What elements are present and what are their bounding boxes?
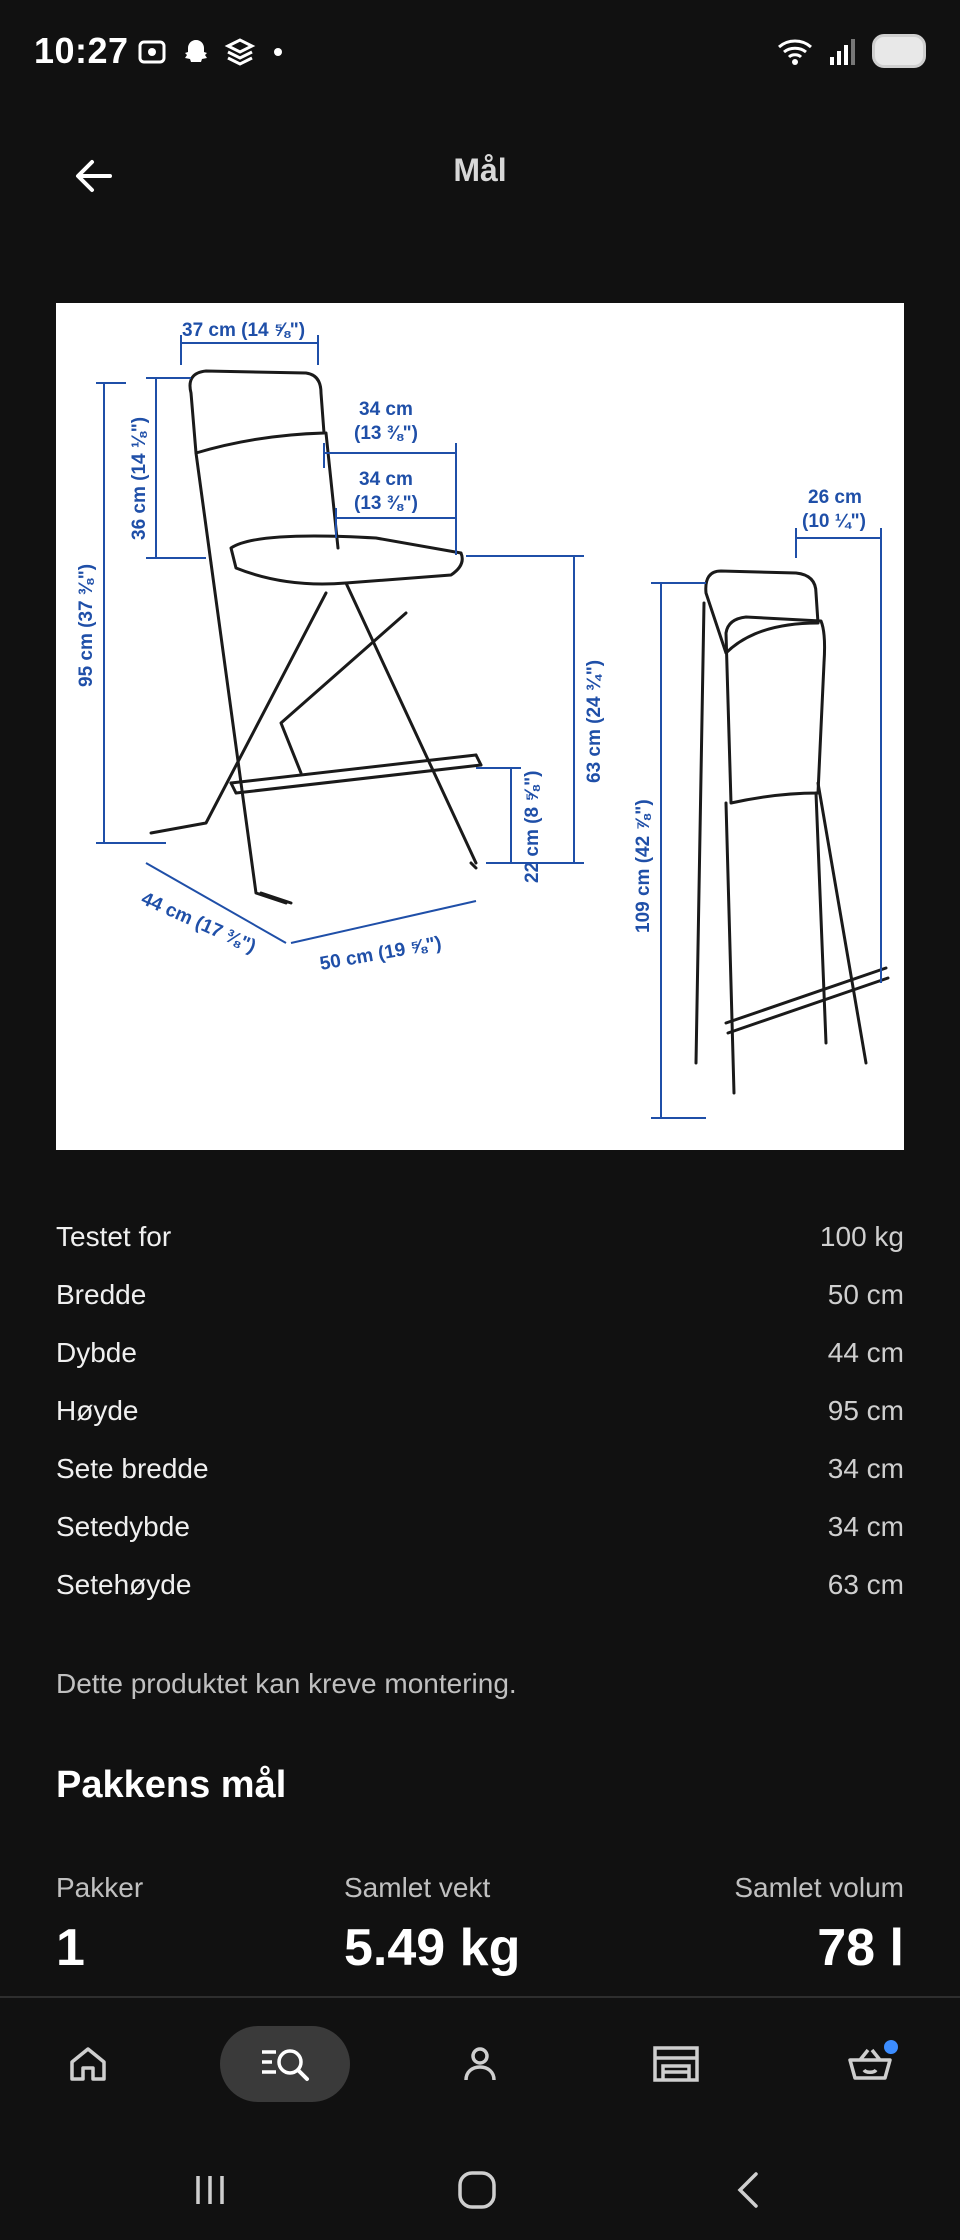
spec-row [56,1440,904,1498]
notification-icons [136,36,282,68]
spec-value: 100 kg [819,1221,904,1252]
more-notifications-dot [274,48,282,56]
dimension-specs-list [56,1208,904,1614]
spec-value: 34 cm [827,1511,904,1542]
total-volume [734,1872,904,1978]
package-info [56,1872,904,1982]
total-weight [344,1872,520,1978]
spec-row [56,1208,904,1266]
spec-row [56,1556,904,1614]
status-bar [0,0,960,110]
profile-icon [458,2042,502,2086]
package-section-title: Pakkens mål [56,1764,287,1806]
wifi-icon [776,35,814,67]
status-time: 10:27 [34,30,129,71]
search-icon [258,2042,312,2086]
assembly-note: Dette produktet kan kreve montering. [56,1668,517,1699]
home-system-button[interactable] [447,2160,507,2220]
spec-row [56,1324,904,1382]
dim-back-height: 36 cm (14 ⅛") [129,416,150,540]
home-circle-icon [455,2168,499,2212]
snapchat-icon [180,36,212,68]
dim-seat-depth-b2: (13 ⅜") [354,493,418,514]
weight-value: 5.49 kg [344,1919,521,1977]
dim-seat-depth-a2: (13 ⅜") [354,423,418,444]
battery-icon [872,34,926,68]
chair-dimensions-drawing [56,303,904,1150]
dim-seat-width-top: 37 cm (14 ⅝") [182,320,306,341]
spec-label: Setedybde [56,1511,190,1542]
spec-label: Sete bredde [56,1453,209,1484]
page-title: Mål [453,152,507,188]
packages-count [56,1872,143,1978]
volume-value: 78 l [817,1919,904,1977]
nav-store[interactable] [636,2026,716,2102]
open-chair-drawing [151,371,481,903]
store-icon [651,2042,701,2086]
spec-row [56,1382,904,1440]
dimension-diagram [56,303,904,1150]
dim-seat-depth-b: 34 cm [359,469,413,490]
dim-folded-depth: 26 cm [808,487,862,508]
dim-seat-height: 63 cm (24 ¾") [584,659,605,783]
spec-value: 44 cm [827,1337,904,1368]
spec-label: Setehøyde [56,1569,192,1600]
spec-value: 63 cm [827,1569,904,1600]
nav-home[interactable] [48,2026,128,2102]
bottom-navigation [0,2000,960,2130]
system-icons [776,34,926,68]
spec-label: Dybde [56,1337,137,1368]
dim-total-height: 95 cm (37 ⅜") [76,563,97,687]
dim-width: 50 cm (19 ⅝") [318,932,444,975]
spec-label: Testet for [56,1221,172,1252]
dim-folded-depth2: (10 ¼") [802,511,866,532]
system-navigation [0,2130,960,2240]
nav-basket[interactable] [830,2026,910,2102]
spec-row [56,1266,904,1324]
back-system-button[interactable] [718,2160,778,2220]
spec-value: 34 cm [827,1453,904,1484]
spec-label: Bredde [56,1279,147,1310]
recent-apps-button[interactable] [180,2160,240,2220]
stack-icon [224,36,256,68]
dim-folded-height: 109 cm (42 ⅞") [633,799,654,933]
spec-value: 95 cm [827,1395,904,1426]
packages-value: 1 [56,1919,85,1977]
spec-label: Høyde [56,1395,139,1426]
nav-search[interactable] [220,2026,350,2102]
dim-seat-depth-a: 34 cm [359,399,413,420]
bottom-nav-divider [0,1996,960,1998]
chevron-left-icon [728,2168,768,2212]
nav-profile[interactable] [440,2026,520,2102]
recent-apps-icon [190,2170,230,2210]
folded-chair-drawing [696,571,888,1093]
page-header [0,130,960,214]
dimension-lines [96,335,881,1118]
screenshot-icon [136,36,168,68]
weight-label: Samlet vekt [344,1872,491,1903]
basket-badge [884,2040,898,2054]
volume-label: Samlet volum [734,1872,904,1903]
spec-row [56,1498,904,1556]
home-icon [66,2042,110,2086]
signal-icon [828,35,858,67]
packages-label: Pakker [56,1872,144,1903]
spec-value: 50 cm [827,1279,904,1310]
dim-depth: 44 cm (17 ⅜") [137,888,259,958]
dim-footrest-height: 22 cm (8 ⅝") [522,770,543,883]
